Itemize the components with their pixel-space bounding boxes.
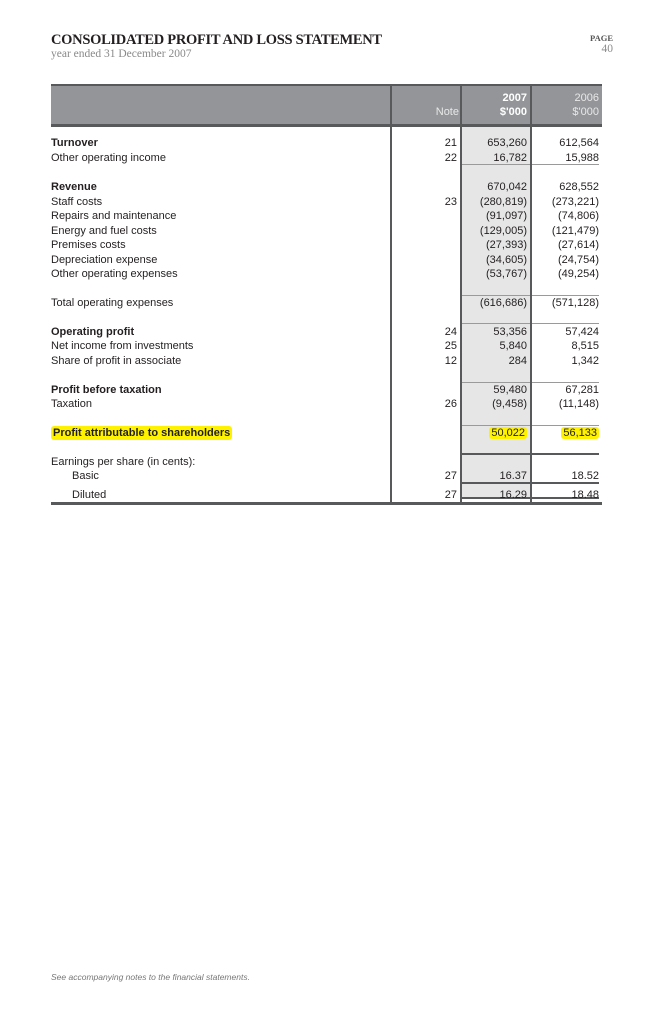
value-2006 bbox=[533, 469, 599, 483]
profit-loss-table bbox=[51, 84, 602, 507]
table-row bbox=[51, 325, 602, 339]
row-label: Depreciation expense bbox=[51, 254, 158, 266]
table-body bbox=[51, 127, 602, 507]
row-label: Other operating expenses bbox=[51, 268, 178, 280]
row-note: 23 bbox=[444, 196, 457, 208]
value-2007-text: (34,605) bbox=[486, 254, 527, 266]
value-2006 bbox=[533, 195, 599, 209]
page-label: PAGE bbox=[590, 33, 613, 43]
value-2007 bbox=[463, 151, 527, 165]
value-2006-text: 628,552 bbox=[559, 181, 599, 193]
value-2007-text: 16,782 bbox=[493, 152, 527, 164]
value-2006-text: 57,424 bbox=[565, 326, 599, 338]
table-row bbox=[51, 224, 602, 238]
value-2007 bbox=[463, 397, 527, 411]
value-2007-text: 653,260 bbox=[487, 137, 527, 149]
value-2006-text: 18.52 bbox=[571, 470, 599, 482]
value-2007 bbox=[463, 195, 527, 209]
table-row bbox=[51, 339, 602, 353]
row-label: Energy and fuel costs bbox=[51, 225, 157, 237]
table-row bbox=[51, 136, 602, 150]
row-note: 24 bbox=[444, 326, 457, 338]
row-label: Revenue bbox=[51, 181, 97, 193]
table-row bbox=[51, 469, 602, 483]
value-2007 bbox=[463, 383, 527, 397]
value-2006-text: (11,148) bbox=[558, 398, 599, 410]
row-note: 21 bbox=[444, 137, 457, 149]
value-2006 bbox=[533, 238, 599, 252]
value-2007 bbox=[463, 209, 527, 223]
value-2006-text: (27,614) bbox=[558, 239, 599, 251]
row-note: 27 bbox=[444, 489, 457, 501]
value-2006-text: 56,133 bbox=[563, 427, 597, 439]
value-2007 bbox=[463, 267, 527, 281]
value-2006-text: 1,342 bbox=[571, 355, 599, 367]
statement-title: CONSOLIDATED PROFIT AND LOSS STATEMENT bbox=[51, 32, 382, 48]
table-row bbox=[51, 253, 602, 267]
value-2006 bbox=[533, 151, 599, 165]
value-2006 bbox=[533, 209, 599, 223]
statement-subtitle: year ended 31 December 2007 bbox=[51, 48, 192, 60]
value-2007-text: (129,005) bbox=[479, 225, 527, 237]
value-2007 bbox=[463, 354, 527, 368]
row-label: Basic bbox=[72, 470, 99, 482]
value-2006-text: 18.48 bbox=[571, 489, 599, 501]
value-2007-text: (27,393) bbox=[486, 239, 527, 251]
value-2006 bbox=[533, 296, 599, 310]
value-2007 bbox=[463, 224, 527, 238]
value-2007-text: 670,042 bbox=[487, 181, 527, 193]
value-2006-text: (24,754) bbox=[558, 254, 599, 266]
value-2006-text: (571,128) bbox=[551, 297, 599, 309]
value-2007 bbox=[463, 339, 527, 353]
row-note: 25 bbox=[444, 340, 457, 352]
value-2006 bbox=[533, 488, 599, 502]
value-2007 bbox=[463, 238, 527, 252]
page-number: 40 bbox=[601, 43, 613, 55]
header-2007-year: 2007 bbox=[502, 92, 527, 104]
value-2006 bbox=[533, 267, 599, 281]
value-2006-text: 67,281 bbox=[565, 384, 599, 396]
value-2006 bbox=[533, 253, 599, 267]
row-label: Turnover bbox=[51, 137, 98, 149]
footnote: See accompanying notes to the financial statements. bbox=[51, 972, 250, 982]
row-label: Total operating expenses bbox=[51, 297, 174, 309]
value-2007 bbox=[463, 136, 527, 150]
row-note: 27 bbox=[444, 470, 457, 482]
value-2007-text: 59,480 bbox=[493, 384, 527, 396]
value-2006 bbox=[533, 180, 599, 194]
value-2007-text: 53,356 bbox=[493, 326, 527, 338]
table-row bbox=[51, 238, 602, 252]
row-label: Diluted bbox=[72, 489, 107, 501]
header-note: Note bbox=[435, 106, 459, 118]
table-row bbox=[51, 354, 602, 368]
table-header bbox=[51, 84, 602, 127]
value-2006-text: (49,254) bbox=[558, 268, 599, 280]
row-label: Other operating income bbox=[51, 152, 166, 164]
value-2007-text: (91,097) bbox=[486, 210, 527, 222]
header-2006-year: 2006 bbox=[574, 92, 599, 104]
value-2007-text: 16.37 bbox=[499, 470, 527, 482]
value-2006 bbox=[533, 325, 599, 339]
header-2006-unit: $'000 bbox=[572, 106, 599, 118]
header-2007 bbox=[463, 91, 527, 119]
value-2007-text: (280,819) bbox=[479, 196, 527, 208]
value-2007-text: (616,686) bbox=[479, 297, 527, 309]
table-row bbox=[51, 209, 602, 223]
value-2007 bbox=[463, 296, 527, 310]
table-row bbox=[51, 151, 602, 165]
row-label: Repairs and maintenance bbox=[51, 210, 177, 222]
value-2006 bbox=[533, 354, 599, 368]
value-2007-text: 5,840 bbox=[499, 340, 527, 352]
value-2006-text: (74,806) bbox=[558, 210, 599, 222]
value-2006 bbox=[533, 339, 599, 353]
value-2007-text: (53,767) bbox=[486, 268, 527, 280]
value-2006-text: (273,221) bbox=[551, 196, 599, 208]
header-divider bbox=[530, 86, 532, 124]
table-row bbox=[51, 267, 602, 281]
header-2007-unit: $'000 bbox=[499, 106, 527, 118]
value-2007 bbox=[463, 488, 527, 502]
value-2007 bbox=[463, 253, 527, 267]
row-note: 12 bbox=[444, 355, 457, 367]
value-2006-text: (121,479) bbox=[551, 225, 599, 237]
table-row bbox=[51, 296, 602, 310]
table-row bbox=[51, 488, 602, 502]
row-label: Staff costs bbox=[51, 196, 103, 208]
value-2007 bbox=[463, 426, 527, 440]
value-2007 bbox=[463, 469, 527, 483]
value-2007-text: 16.29 bbox=[499, 489, 527, 501]
row-label: Profit before taxation bbox=[51, 384, 162, 396]
value-2007 bbox=[463, 325, 527, 339]
value-2006-text: 8,515 bbox=[571, 340, 599, 352]
row-label: Premises costs bbox=[51, 239, 126, 251]
table-row bbox=[51, 180, 602, 194]
row-label: Share of profit in associate bbox=[51, 355, 182, 367]
header-2006 bbox=[533, 91, 599, 119]
value-2006-text: 612,564 bbox=[559, 137, 599, 149]
row-label: Operating profit bbox=[51, 326, 135, 338]
value-2007 bbox=[463, 180, 527, 194]
value-2007-text: (9,458) bbox=[492, 398, 527, 410]
table-row bbox=[51, 426, 602, 440]
header-divider bbox=[460, 86, 462, 124]
value-2006 bbox=[533, 136, 599, 150]
row-label: Profit attributable to shareholders bbox=[53, 427, 231, 439]
table-row bbox=[51, 383, 602, 397]
row-label: Taxation bbox=[51, 398, 92, 410]
value-2006 bbox=[533, 426, 599, 440]
value-2006-text: 15,988 bbox=[565, 152, 599, 164]
table-row bbox=[51, 195, 602, 209]
table-bottom-rule bbox=[51, 502, 602, 505]
table-row bbox=[51, 455, 602, 469]
row-label: Net income from investments bbox=[51, 340, 194, 352]
value-2006 bbox=[533, 397, 599, 411]
value-2006 bbox=[533, 383, 599, 397]
row-note: 22 bbox=[444, 152, 457, 164]
value-2007-text: 284 bbox=[508, 355, 527, 367]
table-row bbox=[51, 397, 602, 411]
row-note: 26 bbox=[444, 398, 457, 410]
row-label: Earnings per share (in cents): bbox=[51, 456, 196, 468]
value-2007-text: 50,022 bbox=[491, 427, 525, 439]
value-2006 bbox=[533, 224, 599, 238]
header-divider bbox=[390, 86, 392, 124]
